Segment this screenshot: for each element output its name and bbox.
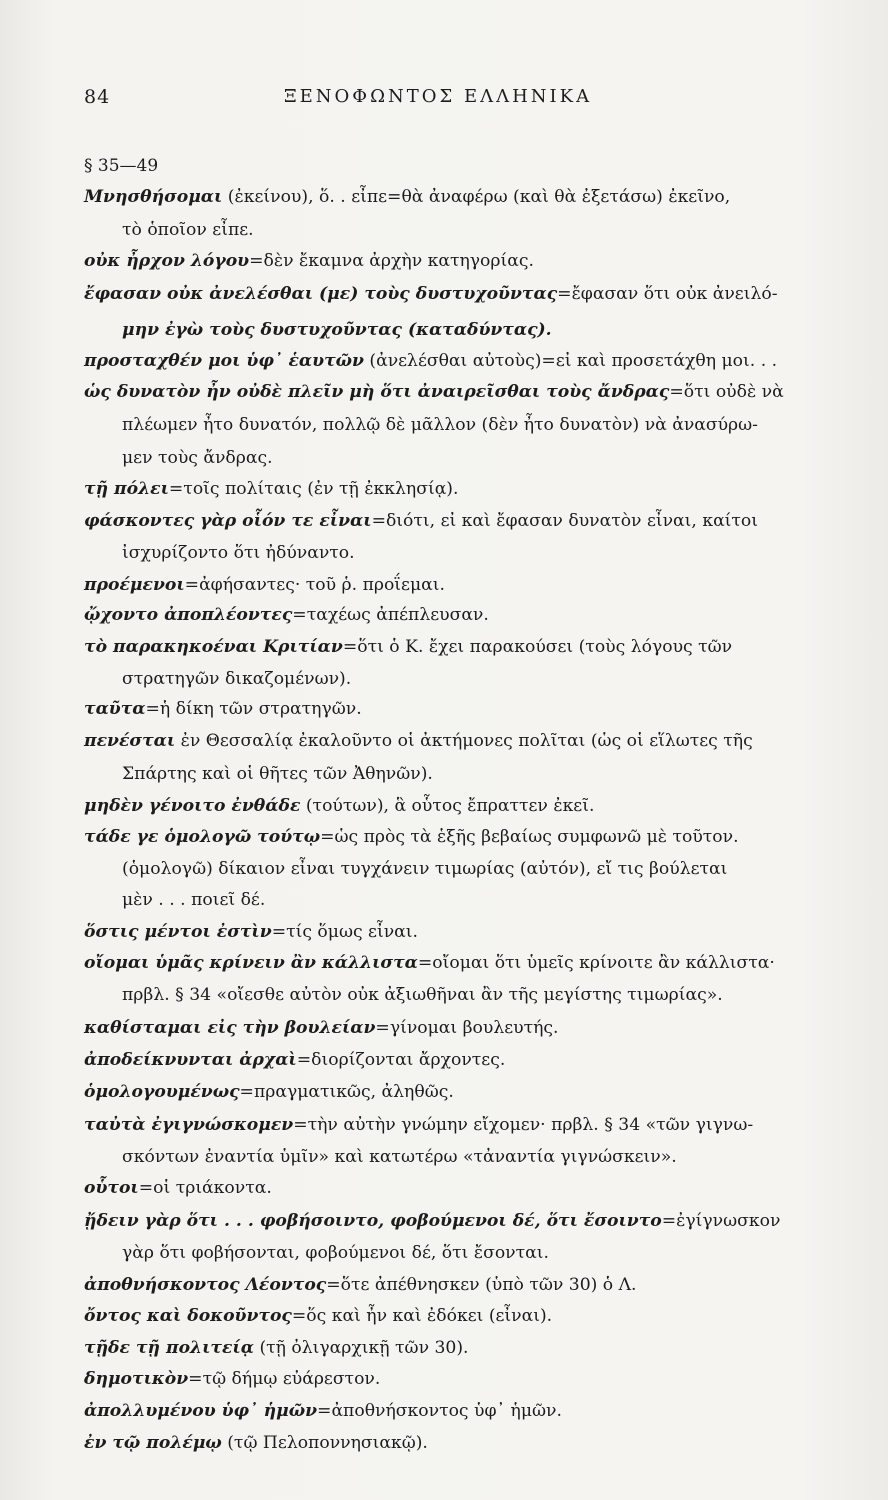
lemma-term: ἀποδείκνυνται ἀρχαὶ: [84, 1050, 297, 1070]
gloss-text: πλέωμεν ἦτο δυνατόν, πολλῷ δὲ μᾶλλον (δὲν ἦτο δυνατὸν) νὰ ἀνασύρω-: [122, 415, 758, 435]
commentary-line: [84, 1305, 552, 1327]
gloss-text: =γίνομαι βουλευτής.: [375, 1018, 559, 1038]
commentary-line: [122, 542, 355, 564]
commentary-line: [84, 636, 732, 658]
gloss-text: (ἀνελέσθαι αὐτοὺς)=εἰ καὶ προσετάχθη μοι. . .: [363, 351, 778, 371]
gloss-text: γὰρ ὅτι φοβήσονται, φοβούμενοι δέ, ὅτι ἔσονται.: [122, 1243, 549, 1263]
gloss-text: =ἔφασαν ὅτι οὐκ ἀνειλό-: [557, 284, 778, 304]
lemma-term: ταῦτα: [84, 699, 146, 719]
gloss-text: (τῷ Πελοποννησιακῷ).: [221, 1433, 428, 1453]
gloss-text: (τούτων), ἃ οὗτος ἔπραττεν ἐκεῖ.: [300, 796, 595, 816]
gloss-text: =διότι, εἰ καὶ ἔφασαν δυνατὸν εἶναι, καίτοι: [371, 511, 759, 531]
lemma-term: ἔφασαν οὐκ ἀνελέσθαι (με) τοὺς δυστυχοῦντας: [84, 284, 558, 304]
commentary-line: [122, 414, 758, 436]
commentary-line: [122, 447, 273, 469]
lemma-term: ὄντος καὶ δοκοῦντος: [84, 1306, 292, 1326]
lemma-term: τῇ πόλει: [84, 479, 169, 499]
commentary-line: [84, 510, 758, 532]
lemma-term: τὸ παρακηκοέναι Κριτίαν: [84, 637, 343, 657]
commentary-line: [84, 1114, 753, 1136]
gloss-text: =οἴομαι ὅτι ὑμεῖς κρίνοιτε ἂν κάλλιστα·: [417, 953, 775, 973]
lemma-term: ταὐτὰ ἐγιγνώσκομεν: [84, 1115, 294, 1135]
lemma-term: ἀπολλυμένου ὑφ᾽ ἡμῶν: [84, 1401, 318, 1421]
gloss-text: =ἐγίγνωσκον: [661, 1211, 781, 1231]
lemma-term: τῇδε τῇ πολιτείᾳ: [84, 1338, 254, 1358]
commentary-line: [84, 1400, 562, 1422]
lemma-term: Μνησθήσομαι: [84, 187, 223, 207]
gloss-text: =ἡ δίκη τῶν στρατηγῶν.: [145, 699, 362, 719]
gloss-text: =ὅτε ἀπέθνησκεν (ὑπὸ τῶν 30) ὁ Λ.: [326, 1275, 637, 1295]
gloss-text: πρβλ. § 34 «οἴεσθε αὐτὸν οὐκ ἀξιωθῆναι ἂν τῆς μεγίστης τιμωρίας».: [122, 985, 723, 1005]
commentary-line: [84, 1368, 380, 1390]
commentary-line: [84, 1177, 272, 1199]
commentary-line: [84, 826, 739, 848]
commentary-line: [84, 1337, 469, 1359]
commentary-line: [84, 604, 489, 626]
running-title: ΞΕΝΟΦΩΝΤΟΣ ΕΛΛΗΝΙΚΑ: [284, 86, 593, 107]
commentary-line: [122, 319, 552, 341]
gloss-text: =δὲν ἔκαμνα ἀρχὴν κατηγορίας.: [249, 251, 534, 271]
commentary-line: [84, 478, 458, 500]
commentary-line: [122, 1146, 677, 1168]
commentary-line: [84, 1210, 780, 1232]
gloss-text: σκόντων ἐναντία ὑμῖν» καὶ κατωτέρω «τἀναντία γιγνώσκειν».: [122, 1147, 677, 1167]
gloss-text: =ταχέως ἀπέπλευσαν.: [292, 605, 489, 625]
commentary-line: [84, 1432, 428, 1454]
gloss-text: (ὁμολογῶ) δίκαιον εἶναι τυγχάνειν τιμωρίας (αὐτόν), εἴ τις βούλεται: [122, 859, 728, 879]
lemma-term: ἀποθνήσκοντος Λέοντος: [84, 1275, 327, 1295]
gloss-text: =ἀποθνήσκοντος ὑφ᾽ ἡμῶν.: [317, 1401, 562, 1421]
gloss-text: =τῷ δήμῳ εὐάρεστον.: [188, 1369, 381, 1389]
gloss-text: =τίς ὅμως εἶναι.: [271, 922, 418, 942]
commentary-line: [84, 350, 777, 372]
lemma-term: ἐν τῷ πολέμῳ: [84, 1433, 222, 1453]
commentary-line: [84, 1081, 454, 1103]
gloss-text: στρατηγῶν δικαζομένων).: [122, 669, 352, 689]
gloss-text: Σπάρτης καὶ οἱ θῆτες τῶν Ἀθηνῶν).: [122, 764, 433, 784]
gloss-text: =ὡς πρὸς τὰ ἑξῆς βεβαίως συμφωνῶ μὲ τοῦτον.: [320, 827, 739, 847]
lemma-term: οἴομαι ὑμᾶς κρίνειν ἂν κάλλιστα: [84, 953, 418, 973]
commentary-line: [122, 668, 351, 690]
lemma-term: οὐκ ἦρχον λόγου: [84, 251, 250, 271]
gloss-text: =διορίζονται ἄρχοντες.: [296, 1050, 506, 1070]
commentary-line: [84, 921, 418, 943]
commentary-line: [84, 381, 784, 403]
lemma-term: δημοτικὸν: [84, 1369, 189, 1389]
gloss-text: μὲν . . . ποιεῖ δέ.: [122, 890, 266, 910]
lemma-term: μην ἐγὼ τοὺς δυστυχοῦντας (καταδύντας).: [122, 320, 552, 340]
lemma-term: ᾔδειν γὰρ ὅτι . . . φοβήσοιντο, φοβούμενοι δέ, ὅτι ἔσοιντο: [84, 1211, 662, 1231]
lemma-term: οὗτοι: [84, 1178, 139, 1198]
gloss-text: τὸ ὁποῖον εἶπε.: [122, 220, 254, 240]
commentary-line: [122, 889, 265, 911]
section-reference: § 35—49: [84, 156, 159, 176]
commentary-line: [84, 283, 778, 305]
lemma-term: μηδὲν γένοιτο ἐνθάδε: [84, 796, 301, 816]
lemma-term: ὡς δυνατὸν ἦν οὐδὲ πλεῖν μὴ ὅτι ἀναιρεῖσθαι τοὺς ἄνδρας: [84, 382, 670, 402]
gloss-text: (τῇ ὀλιγαρχικῇ τῶν 30).: [253, 1338, 469, 1358]
commentary-line: [84, 1017, 558, 1039]
gloss-text: =τοῖς πολίταις (ἐν τῇ ἐκκλησίᾳ).: [168, 479, 459, 499]
commentary-line: [84, 1274, 637, 1296]
commentary-line: [84, 730, 753, 752]
gloss-text: =ὅτι οὐδὲ νὰ: [669, 382, 784, 402]
gloss-text: ἐν Θεσσαλίᾳ ἐκαλοῦντο οἱ ἀκτήμονες πολῖται (ὡς οἱ εἵλωτες τῆς: [175, 731, 753, 751]
gloss-text: μεν τοὺς ἄνδρας.: [122, 448, 273, 468]
gloss-text: ἰσχυρίζοντο ὅτι ἠδύναντο.: [122, 543, 355, 563]
lemma-term: πενέσται: [84, 731, 176, 751]
commentary-line: [84, 795, 594, 817]
commentary-line: [84, 186, 730, 208]
lemma-term: ᾤχοντο ἀποπλέοντες: [84, 605, 293, 625]
lemma-term: φάσκοντες γὰρ οἷόν τε εἶναι: [84, 511, 372, 531]
gloss-text: =ὅς καὶ ἦν καὶ ἐδόκει (εἶναι).: [291, 1306, 553, 1326]
gloss-text: =τὴν αὐτὴν γνώμην εἴχομεν· πρβλ. § 34 «τῶν γιγνω-: [293, 1115, 754, 1135]
commentary-line: [84, 1049, 505, 1071]
lemma-term: τάδε γε ὁμολογῶ τούτῳ: [84, 827, 321, 847]
commentary-line: [84, 698, 362, 720]
gloss-text: (ἐκείνου), ὅ. . εἶπε=θὰ ἀναφέρω (καὶ θὰ ἐξετάσω) ἐκεῖνο,: [222, 187, 731, 207]
lemma-term: ὅστις μέντοι ἐστὶν: [84, 922, 272, 942]
gloss-text: =οἱ τριάκοντα.: [138, 1178, 272, 1198]
commentary-line: [84, 574, 445, 596]
page-number: 84: [84, 86, 111, 108]
commentary-line: [122, 1242, 549, 1264]
lemma-term: καθίσταμαι εἰς τὴν βουλείαν: [84, 1018, 376, 1038]
commentary-line: [84, 250, 534, 272]
commentary-line: [122, 763, 433, 785]
lemma-term: προέμενοι: [84, 575, 185, 595]
commentary-line: [122, 858, 727, 880]
gloss-text: =πραγματικῶς, ἀληθῶς.: [239, 1082, 454, 1102]
lemma-term: ὁμολογουμένως: [84, 1082, 240, 1102]
gloss-text: =ἀφήσαντες· τοῦ ῥ. προΐεμαι.: [184, 575, 445, 595]
commentary-line: [84, 952, 775, 974]
commentary-line: [122, 219, 254, 241]
gloss-text: =ὅτι ὁ Κ. ἔχει παρακούσει (τοὺς λόγους τῶν: [342, 637, 733, 657]
commentary-line: [122, 984, 723, 1006]
page-header: [84, 86, 864, 116]
lemma-term: προσταχθέν μοι ὑφ᾽ ἑαυτῶν: [84, 351, 364, 371]
